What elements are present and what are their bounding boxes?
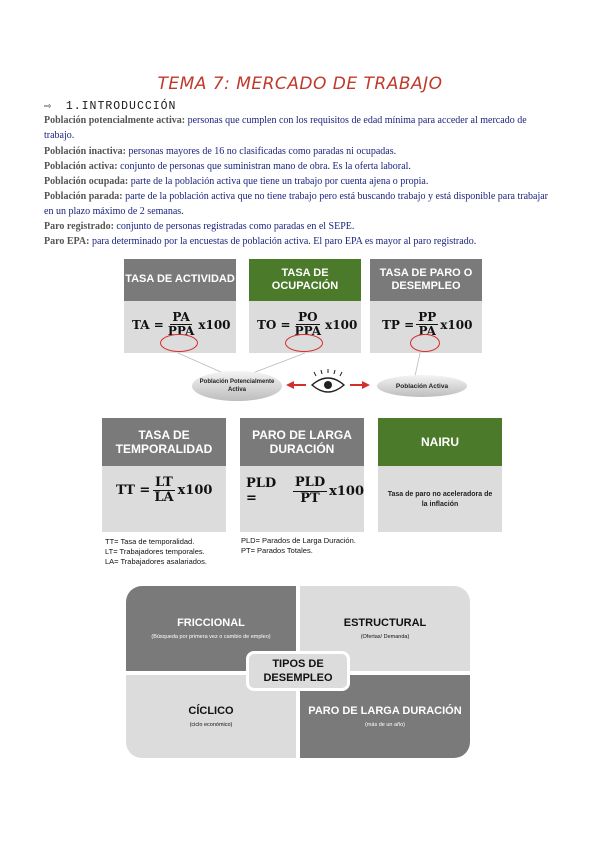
quadrant-title: ESTRUCTURAL bbox=[343, 617, 427, 629]
quadrant-subtitle: (Búsqueda por primera vez o cambio de empleo) bbox=[151, 634, 271, 640]
arrowhead-right-icon bbox=[362, 381, 370, 389]
oval-potencialmente-activa: Población Potencialmente Activa bbox=[192, 371, 282, 401]
rate-formula bbox=[246, 476, 364, 506]
formula-lhs: TO = bbox=[257, 317, 291, 332]
formula-lhs: TP = bbox=[382, 317, 415, 332]
formula-denominator: LA bbox=[154, 490, 174, 506]
arrowhead-left-icon bbox=[286, 381, 294, 389]
formula-lhs: TT = bbox=[116, 483, 151, 499]
definition-text: parte de la población activa que tiene un trabajo por cuenta ajena o propia. bbox=[128, 176, 429, 187]
formula-numerator: PLD bbox=[294, 475, 326, 491]
formula-numerator: PA bbox=[172, 310, 190, 324]
definition-text: conjunto de personas que suministran mano de obra. Es la oferta laboral. bbox=[117, 161, 411, 172]
rate-header: PARO DE LARGA DURACIÓN bbox=[240, 418, 364, 466]
diagram-center-label: TIPOS DE DESEMPLEO bbox=[246, 651, 350, 691]
rate-box-temporalidad bbox=[102, 418, 226, 532]
definition-text: personas mayores de 16 no clasificadas como paradas ni ocupadas. bbox=[125, 146, 397, 157]
formula-numerator: PO bbox=[298, 310, 318, 324]
quadrant-title: PARO DE LARGA DURACIÓN bbox=[308, 705, 462, 717]
rate-header: TASA DE OCUPACIÓN bbox=[249, 259, 361, 301]
note-line: PT= Parados Totales. bbox=[241, 546, 313, 555]
formula-multiplier: x100 bbox=[198, 317, 231, 332]
formula-denominator: PPA bbox=[167, 324, 195, 339]
definition-term: Paro EPA: bbox=[44, 236, 90, 247]
definition-text: parte de la población activa que no tiene trabajo pero está buscando trabajo y está disponible para trabajar en un plazo máximo de 2 semanas. bbox=[44, 191, 549, 217]
definition-term: Población ocupada: bbox=[44, 176, 129, 187]
nairu-header: NAIRU bbox=[378, 418, 502, 466]
notes-larga-duracion bbox=[241, 536, 356, 556]
note-line: LA= Trabajadores asalariados. bbox=[105, 557, 207, 566]
note-line: LT= Trabajadores temporales. bbox=[105, 547, 205, 556]
rate-formula bbox=[116, 476, 212, 506]
rate-header: TASA DE PARO O DESEMPLEO bbox=[370, 259, 482, 301]
definition-text: conjunto de personas registradas como paradas en el SEPE. bbox=[113, 221, 355, 232]
definition-term: Población activa: bbox=[44, 161, 118, 172]
quadrant-subtitle: (Ofertas/ Demanda) bbox=[360, 634, 410, 640]
formula-numerator: PP bbox=[418, 310, 437, 324]
formula-denominator: PA bbox=[418, 324, 436, 339]
rate-box-larga-duracion bbox=[240, 418, 364, 532]
definition-term: Población parada: bbox=[44, 191, 123, 202]
quadrant-subtitle: (más de un año) bbox=[364, 722, 406, 728]
formula-denominator: PPA bbox=[294, 324, 322, 339]
formula-lhs: TA = bbox=[132, 317, 164, 332]
arrow-right-icon: ⇨ bbox=[44, 100, 52, 113]
notes-temporalidad bbox=[105, 537, 207, 567]
definition-term: Población inactiva: bbox=[44, 146, 126, 157]
formula-numerator: LT bbox=[155, 475, 173, 490]
oval-activa: Población Activa bbox=[377, 375, 467, 397]
quadrant-title: CÍCLICO bbox=[188, 705, 234, 717]
formula-multiplier: x100 bbox=[325, 317, 358, 332]
connector-line bbox=[415, 353, 420, 376]
note-line: TT= Tasa de temporalidad. bbox=[105, 537, 195, 546]
rate-header: TASA DE TEMPORALIDAD bbox=[102, 418, 226, 466]
quadrant-title: FRICCIONAL bbox=[177, 617, 245, 629]
rate-header: TASA DE ACTIVIDAD bbox=[124, 259, 236, 301]
page-title: TEMA 7: MERCADO DE TRABAJO bbox=[157, 74, 443, 94]
definition-text: personas que cumplen con los requisitos de edad mínima para acceder al mercado de trabajo. bbox=[44, 115, 527, 141]
formula-lhs: PLD = bbox=[246, 476, 277, 506]
section-title: 1.INTRODUCCIÓN bbox=[65, 100, 177, 113]
eye-icon bbox=[312, 369, 344, 392]
definition-term: Paro registrado: bbox=[44, 221, 114, 232]
nairu-box bbox=[378, 418, 502, 532]
quadrant-subtitle: (ciclo económico) bbox=[189, 722, 233, 728]
definition-text: para determinado por la encuestas de población activa. El paro EPA es mayor al paro registrado. bbox=[89, 236, 477, 247]
note-line: PLD= Parados de Larga Duración. bbox=[241, 536, 356, 545]
formula-multiplier: x100 bbox=[177, 483, 213, 499]
formula-multiplier: x100 bbox=[440, 317, 473, 332]
definition-term: Población potencialmente activa: bbox=[44, 115, 186, 126]
formula-denominator: PT bbox=[300, 490, 320, 506]
nairu-text: Tasa de paro no aceleradora de la inflación bbox=[387, 491, 493, 508]
formula-multiplier: x100 bbox=[329, 483, 364, 499]
